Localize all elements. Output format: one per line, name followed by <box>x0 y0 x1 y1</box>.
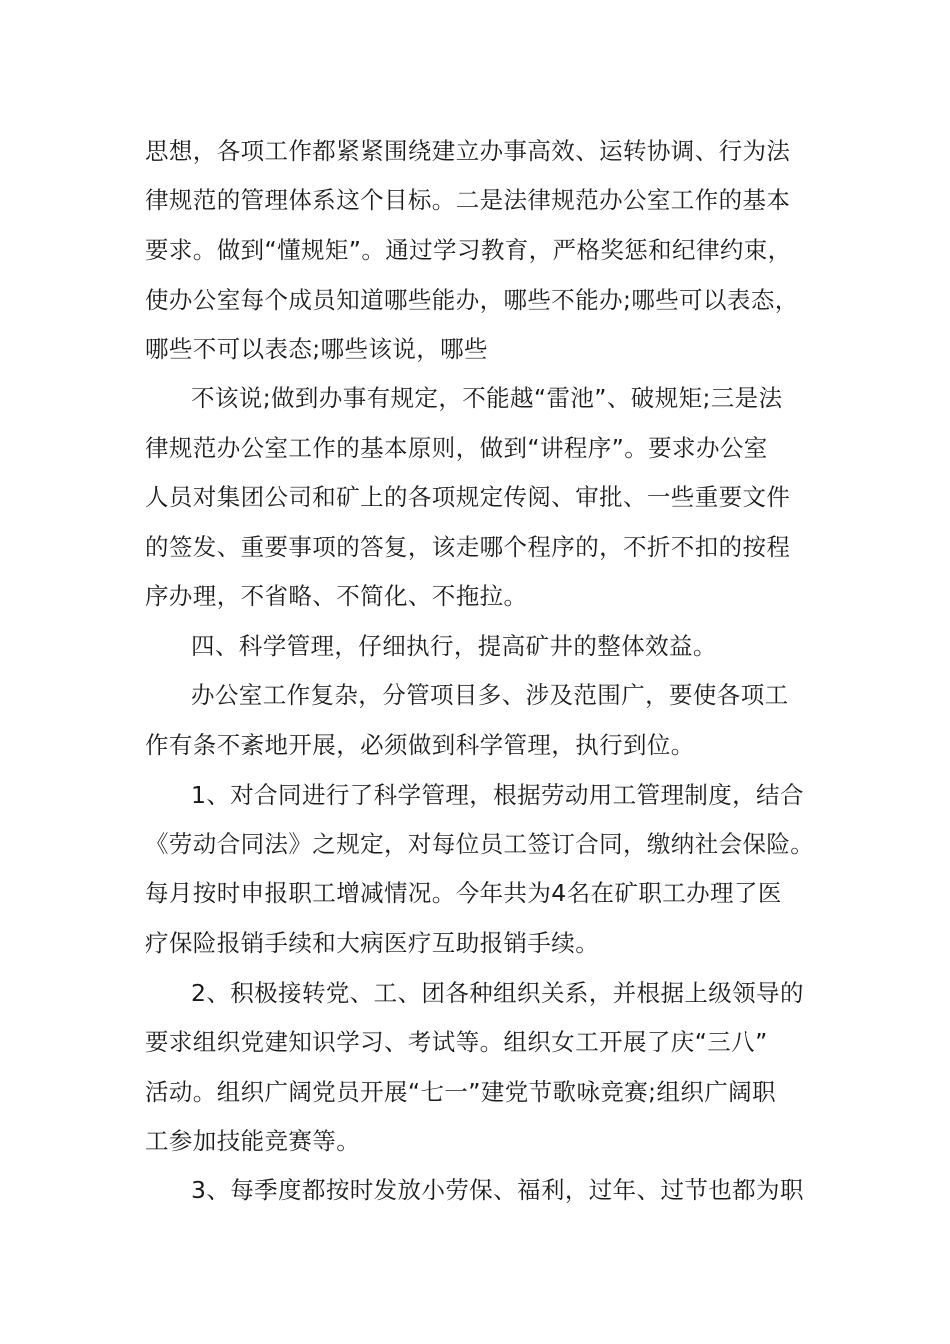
text-line: 人员对集团公司和矿上的各项规定传阅、审批、一些重要文件 <box>145 483 791 511</box>
text-line: 活动。组织广阔党员开展“七一”建党节歌咏竞赛;组织广阔职 <box>145 1078 776 1106</box>
text-line: 办公室工作复杂，分管项目多、涉及范围广，要使各项工 <box>191 681 789 709</box>
text-line: 3、每季度都按时发放小劳保、福利，过年、过节也都为职 <box>191 1176 804 1204</box>
text-line: 2、积极接转党、工、团各种组织关系，并根据上级领导的 <box>191 979 804 1007</box>
text-line: 思想，各项工作都紧紧围绕建立办事高效、运转协调、行为法 <box>145 137 791 165</box>
text-line: 《劳动合同法》之规定，对每位员工签订合同，缴纳社会保险。 <box>145 830 815 858</box>
text-line: 要求组织党建知识学习、考试等。组织女工开展了庆“三八” <box>145 1028 768 1056</box>
text-line: 律规范的管理体系这个目标。二是法律规范办公室工作的基本 <box>145 186 791 214</box>
text-line: 要求。做到“懂规矩”。通过学习教育，严格奖惩和纪律约束， <box>145 236 792 264</box>
text-line: 不该说;做到办事有规定，不能越“雷池”、破规矩;三是法 <box>191 384 783 412</box>
text-line: 律规范办公室工作的基本原则，做到“讲程序”。要求办公室 <box>145 434 768 462</box>
text-line: 每月按时申报职工增减情况。今年共为4名在矿职工办理了医 <box>145 879 782 907</box>
text-line: 工参加技能竞赛等。 <box>145 1127 361 1155</box>
text-line: 使办公室每个成员知道哪些能办，哪些不能办;哪些可以表态， <box>145 286 799 314</box>
text-line: 的签发、重要事项的答复，该走哪个程序的，不折不扣的按程 <box>145 533 791 561</box>
text-line: 1、对合同进行了科学管理，根据劳动用工管理制度，结合 <box>191 781 804 809</box>
section-heading: 四、科学管理，仔细执行，提高矿井的整体效益。 <box>191 632 717 660</box>
text-line: 序办理，不省略、不简化、不拖拉。 <box>145 582 528 610</box>
text-line: 哪些不可以表态;哪些该说，哪些 <box>145 335 488 363</box>
text-line: 作有条不紊地开展，必须做到科学管理，执行到位。 <box>145 731 695 759</box>
text-line: 疗保险报销手续和大病医疗互助报销手续。 <box>145 929 600 957</box>
